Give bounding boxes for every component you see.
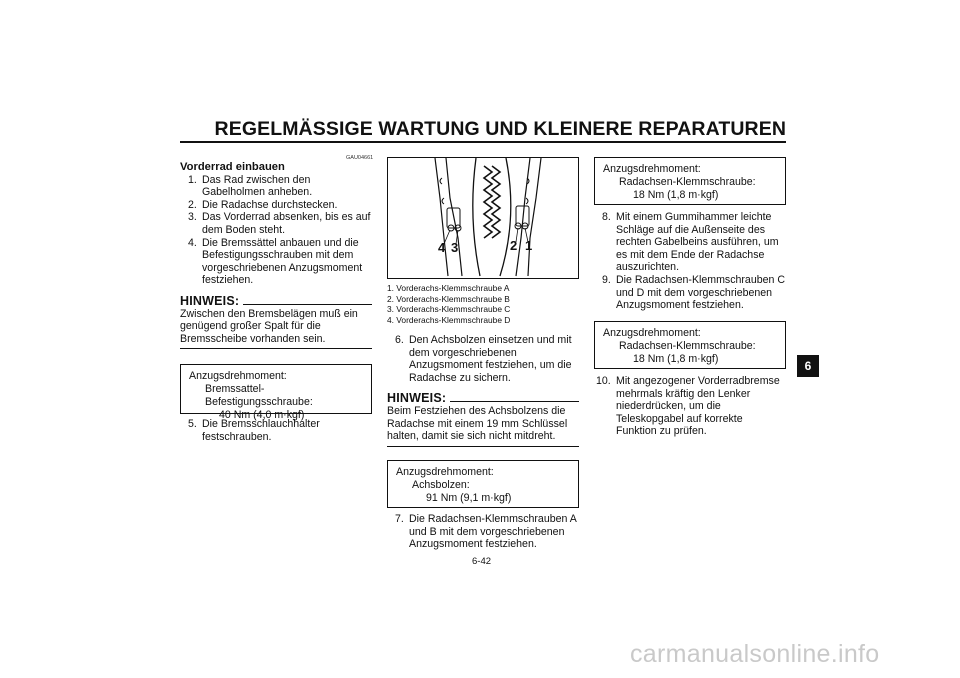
section-heading: Vorderrad einbauen	[180, 161, 285, 173]
page-title: REGELMÄSSIGE WARTUNG UND KLEINERE REPARATUREN	[214, 118, 786, 140]
torque-box-brake-caliper: Anzugsdrehmoment: Bremssattel-Befestigungsschraube: 40 Nm (4,0 m·kgf)	[180, 364, 372, 414]
front-fork-illustration	[387, 157, 579, 279]
step-3: 3. Das Vorderrad absenken, bis es auf dem Boden steht.	[188, 211, 371, 236]
step-8: 8. Mit einem Gummihammer leichte Schläge auf die Außenseite des rechten Gabelbeins ausführen, um es mit dem Ende der Radachse auszurichten.	[602, 211, 779, 274]
fig-label-4: 4	[438, 240, 446, 255]
caption-3: 3. Vorderachs-Klemmschraube C	[387, 304, 511, 315]
step-9: 9. Die Radachsen-Klemmschrauben C und D mit dem vorgeschriebenen Anzugsmoment festziehen.	[602, 273, 785, 312]
left-column	[180, 161, 372, 349]
step-7: 7. Die Radachsen-Klemmschrauben A und B mit dem vorgeschriebenen Anzugsmoment festziehen.	[395, 513, 577, 551]
torque-box-clamp-2: Anzugsdrehmoment: Radachsen-Klemmschraube: 18 Nm (1,8 m·kgf)	[594, 321, 786, 369]
step-2: 2. Die Radachse durchstecken.	[188, 198, 338, 211]
step-5-block	[180, 418, 372, 443]
step-10-block	[594, 375, 786, 438]
torque-box-axle-bolt: Anzugsdrehmoment: Achsbolzen: 91 Nm (9,1 m·kgf)	[387, 460, 579, 508]
fig-label-1: 1	[525, 238, 533, 253]
caption-1: 1. Vorderachs-Klemmschraube A	[387, 283, 510, 293]
steps-8-9-block	[594, 211, 786, 312]
watermark: carmanualsonline.info	[630, 640, 880, 668]
fig-label-3: 3	[451, 240, 459, 255]
hinweis-heading-2: HINWEIS:	[387, 392, 579, 405]
fig-label-2: 2	[510, 238, 518, 253]
step-5: 5. Die Bremsschlauchhalter festschrauben.	[188, 418, 320, 443]
chapter-tab: 6	[797, 355, 819, 377]
middle-text-block	[387, 334, 579, 447]
section-code: GAU04661	[346, 155, 374, 161]
title-rule	[180, 141, 786, 143]
caption-4: 4. Vorderachs-Klemmschraube D	[387, 314, 511, 325]
hinweis-text-2: Beim Festziehen des Achsbolzens die Radachse mit einem 19 mm Schlüssel halten, damit sie sich nicht mitdreht.	[387, 405, 579, 447]
caption-2: 2. Vorderachs-Klemmschraube B	[387, 293, 510, 304]
hinweis-text: Zwischen den Bremsbelägen muß ein genügend großer Spalt für die Bremsscheibe vorhanden sein.	[180, 308, 372, 350]
step-6: 6. Den Achsbolzen einsetzen und mit dem vorgeschriebenen Anzugsmoment festziehen, um die Radachse zu sichern.	[395, 334, 572, 384]
step-7-block	[387, 513, 579, 551]
step-1: 1. Das Rad zwischen den Gabelholmen anheben.	[188, 173, 313, 199]
figure-captions	[387, 283, 510, 325]
page-number: 6-42	[472, 556, 492, 567]
fork-drawing	[388, 158, 578, 278]
step-10: 10. Mit angezogener Vorderradbremse mehrmals kräftig den Lenker niederdrücken, um die Teleskopgabel auf korrekte Funktion zu prüfen.	[596, 375, 780, 438]
torque-box-clamp-1: Anzugsdrehmoment: Radachsen-Klemmschraube: 18 Nm (1,8 m·kgf)	[594, 157, 786, 205]
hinweis-heading: HINWEIS:	[180, 295, 372, 308]
step-4: 4. Die Bremssättel anbauen und die Befestigungsschrauben mit dem vorgeschriebenen Anzugsmoment festziehen.	[188, 236, 363, 287]
